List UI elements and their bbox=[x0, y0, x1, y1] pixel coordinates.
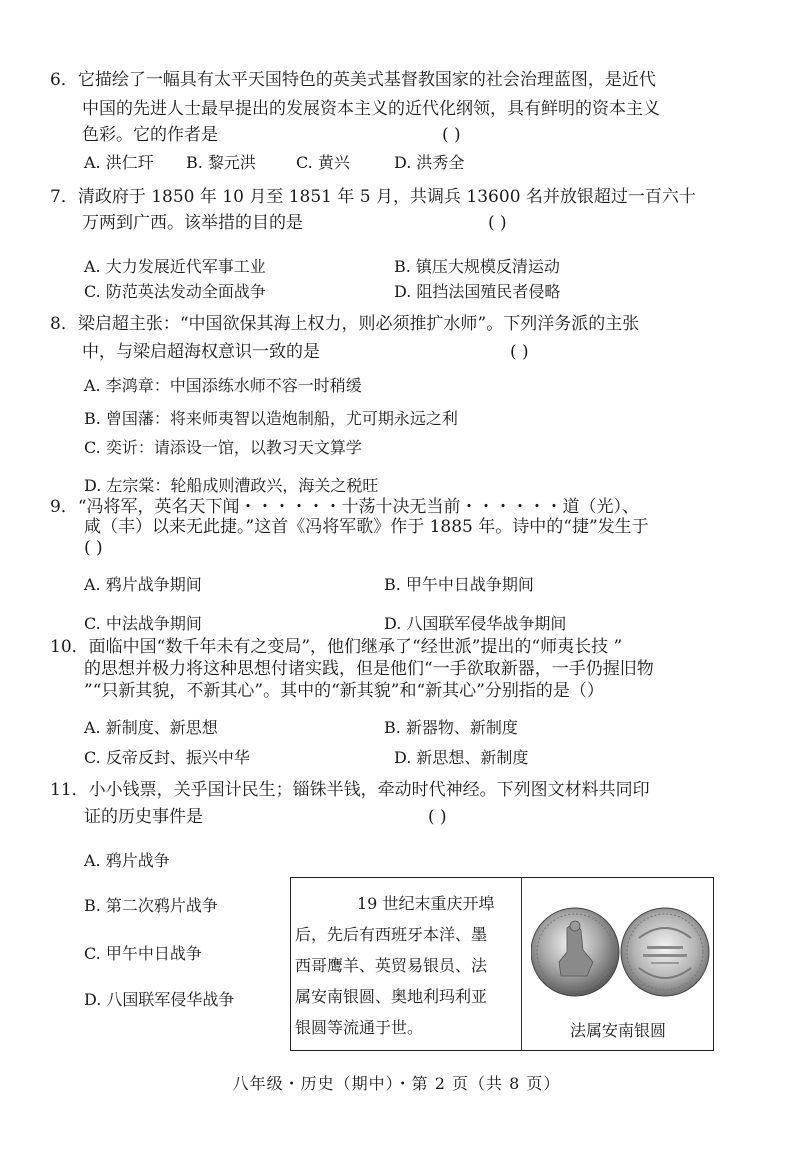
q7-option-d: D. 阻挡法国殖民者侵略 bbox=[394, 282, 561, 301]
q10-option-b: B. 新器物、新制度 bbox=[384, 718, 518, 737]
q7-stem-line1: 7．清政府于 1850 年 10 月至 1851 年 5 月，共调兵 13600 名并放银超过一百六十 bbox=[50, 187, 696, 207]
q11-material-box bbox=[290, 877, 714, 1051]
q8-option-c: C. 奕䜣：请添设一馆，以教习天文算学 bbox=[84, 438, 362, 457]
q10-option-d: D. 新思想、新制度 bbox=[394, 748, 529, 767]
q11-option-c: C. 甲午中日战争 bbox=[84, 944, 202, 963]
q11-stem-line1: 11．小小钱票，关乎国计民生；锱铢半钱，牵动时代神经。下列图文材料共同印 bbox=[50, 780, 650, 800]
q11-material-line: 19 世纪末重庆开埠 bbox=[357, 894, 495, 913]
q6-option-d: D. 洪秀全 bbox=[394, 153, 465, 172]
q11-option-a: A. 鸦片战争 bbox=[84, 851, 170, 870]
q7-answer-paren: ( ) bbox=[488, 213, 507, 233]
q6-stem-line1: 6．它描绘了一幅具有太平天国特色的英美式基督教国家的社会治理蓝图，是近代 bbox=[50, 70, 656, 90]
q9-option-d: D. 八国联军侵华战争期间 bbox=[384, 614, 567, 633]
q9-option-a: A. 鸦片战争期间 bbox=[84, 575, 202, 594]
q7-option-b: B. 镇压大规模反清运动 bbox=[394, 257, 560, 276]
q6-option-c: C. 黄兴 bbox=[296, 153, 350, 172]
q11-answer-paren: ( ) bbox=[428, 807, 447, 827]
q11-material-line: 银圆等流通于世。 bbox=[295, 1018, 424, 1037]
q11-material-text bbox=[295, 888, 519, 1043]
q6-stem-line2: 中国的先进人士最早提出的发展资本主义的近代化纲领，具有鲜明的资本主义 bbox=[82, 99, 660, 119]
q11-material-line: 属安南银圆、奥地利玛利亚 bbox=[295, 987, 488, 1006]
q9-option-c: C. 中法战争期间 bbox=[84, 614, 202, 633]
q8-option-b: B. 曾国藩：将来师夷智以造炮制船，尤可期永远之利 bbox=[84, 409, 458, 428]
q11-option-b: B. 第二次鸦片战争 bbox=[84, 896, 218, 915]
q10-stem-line2: 的思想并极力将这种思想付诸实践，但是他们“一手欲取新器，一手仍握旧物 bbox=[84, 659, 654, 679]
q6-option-a: A. 洪仁玕 bbox=[84, 153, 154, 172]
q8-option-a: A. 李鸿章：中国添练水师不容一时稍缓 bbox=[84, 376, 362, 395]
q6-answer-paren: ( ) bbox=[442, 125, 461, 145]
q11-stem-line2: 证的历史事件是 bbox=[84, 807, 203, 827]
q10-option-a: A. 新制度、新思想 bbox=[84, 718, 218, 737]
page-footer: 八年级・历史（期中）・第 2 页（共 8 页） bbox=[232, 1074, 561, 1093]
q9-answer-paren: ( ) bbox=[84, 538, 103, 558]
q11-material-line: 西哥鹰羊、英贸易银员、法 bbox=[295, 956, 488, 975]
q11-material-divider bbox=[521, 878, 522, 1050]
q8-answer-paren: ( ) bbox=[510, 342, 529, 362]
q11-material-line: 后，先后有西班牙本洋、墨 bbox=[295, 925, 488, 944]
q9-stem-line2: 咸（丰）以来无此捷。”这首《冯将军歌》作于 1885 年。诗中的“捷”发生于 bbox=[84, 517, 649, 537]
q8-stem-line1: 8．梁启超主张：“中国欲保其海上权力，则必须推扩水师”。下列洋务派的主张 bbox=[50, 314, 640, 334]
q9-option-b: B. 甲午中日战争期间 bbox=[384, 575, 534, 594]
q11-coin-caption: 法属安南银圆 bbox=[569, 1021, 666, 1040]
q11-option-d: D. 八国联军侵华战争 bbox=[84, 990, 235, 1009]
q7-option-a: A. 大力发展近代军事工业 bbox=[84, 257, 266, 276]
q9-stem-line1: 9．“冯将军，英名天下闻・・・・・・十荡十决无当前・・・・・・道（光）、 bbox=[50, 497, 640, 517]
q8-option-d: D. 左宗棠：轮船成则漕政兴，海关之税旺 bbox=[84, 476, 379, 495]
q7-option-c: C. 防范英法发动全面战争 bbox=[84, 282, 266, 301]
q10-option-c: C. 反帝反封、振兴中华 bbox=[84, 748, 250, 767]
q7-stem-line2: 万两到广西。该举措的目的是 bbox=[82, 213, 303, 233]
q8-stem-line2: 中，与梁启超海权意识一致的是 bbox=[82, 342, 320, 362]
q6-option-b: B. 黎元洪 bbox=[186, 153, 256, 172]
silver-coin-image bbox=[531, 898, 715, 1004]
q10-stem-line3: ”“只新其貌，不新其心”。其中的“新其貌”和“新其心”分别指的是（） bbox=[84, 681, 604, 701]
q10-stem-line1: 10．面临中国“数千年未有之变局”，他们继承了“经世派”提出的“师夷长技 ” bbox=[50, 637, 623, 657]
q6-stem-line3: 色彩。它的作者是 bbox=[82, 125, 218, 145]
